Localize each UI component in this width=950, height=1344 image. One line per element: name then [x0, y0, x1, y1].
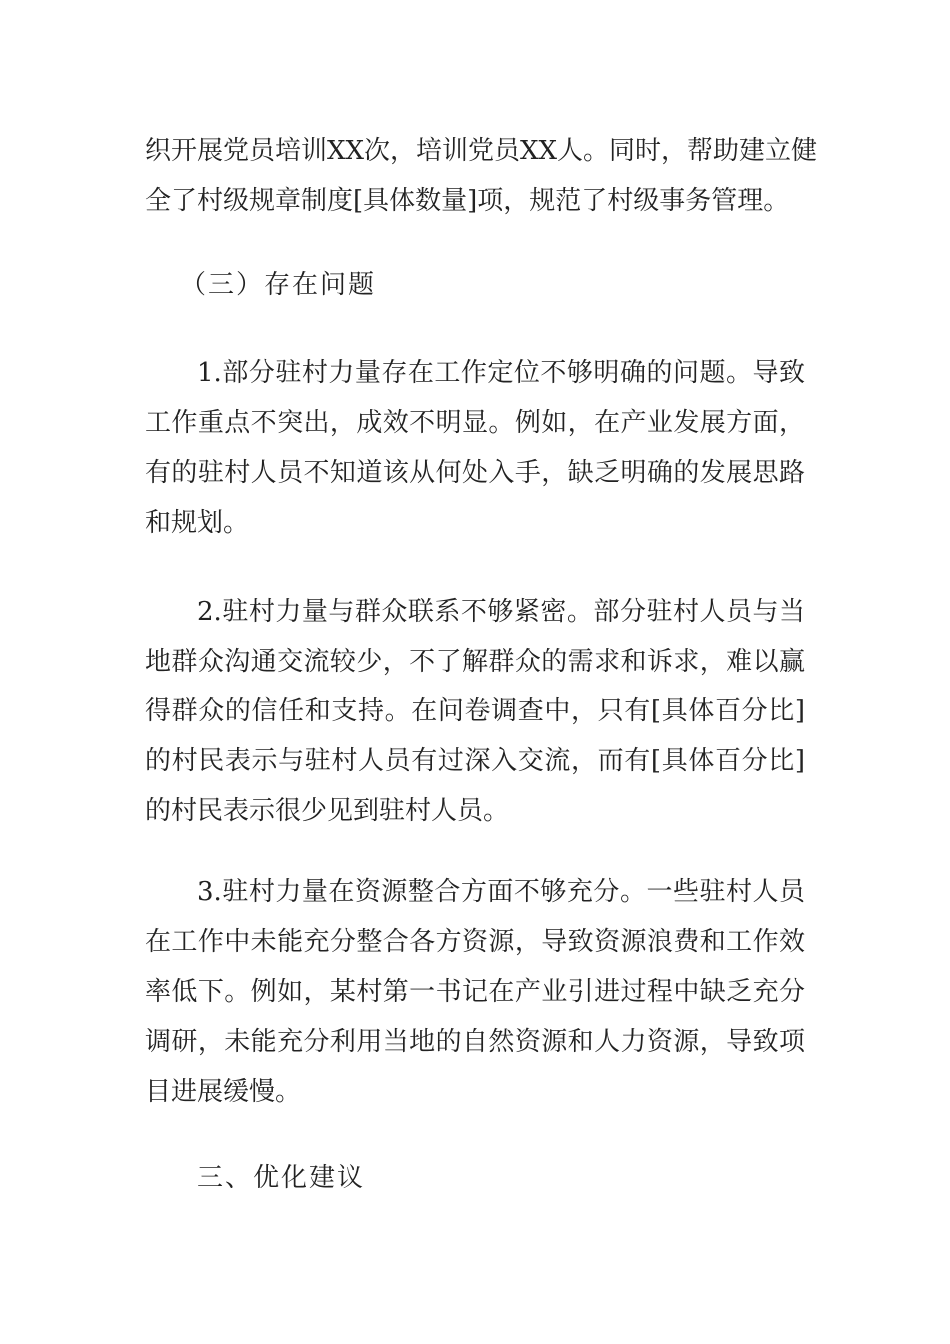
paragraph-line: 3.驻村力量在资源整合方面不够充分。一些驻村人员 [197, 877, 805, 907]
paragraph-line: 地群众沟通交流较少，不了解群众的需求和诉求，难以赢 [145, 647, 805, 677]
paragraph-line: 率低下。例如，某村第一书记在产业引进过程中缺乏充分 [145, 977, 805, 1007]
paragraph-line: 1.部分驻村力量存在工作定位不够明确的问题。导致 [197, 358, 805, 388]
section-heading: 三、优化建议 [197, 1163, 366, 1193]
paragraph-line: 有的驻村人员不知道该从何处入手，缺乏明确的发展思路 [145, 458, 805, 488]
paragraph-line: 得群众的信任和支持。在问卷调查中，只有[具体百分比] [145, 696, 805, 726]
paragraph-line: 的村民表示与驻村人员有过深入交流，而有[具体百分比] [145, 746, 805, 776]
section-heading: （三）存在问题 [180, 270, 377, 300]
paragraph-line: 工作重点不突出，成效不明显。例如，在产业发展方面， [145, 408, 805, 438]
paragraph-line: 全了村级规章制度[具体数量]项，规范了村级事务管理。 [145, 186, 790, 216]
paragraph-line: 和规划。 [145, 508, 250, 538]
paragraph-line: 目进展缓慢。 [145, 1077, 302, 1107]
paragraph-line: 2.驻村力量与群众联系不够紧密。部分驻村人员与当 [197, 597, 805, 627]
paragraph-line: 在工作中未能充分整合各方资源，导致资源浪费和工作效 [145, 927, 805, 957]
paragraph-line: 的村民表示很少见到驻村人员。 [145, 796, 510, 826]
paragraph-line: 织开展党员培训XX次，培训党员XX人。同时，帮助建立健 [145, 136, 818, 166]
paragraph-line: 调研，未能充分利用当地的自然资源和人力资源，导致项 [145, 1027, 805, 1057]
